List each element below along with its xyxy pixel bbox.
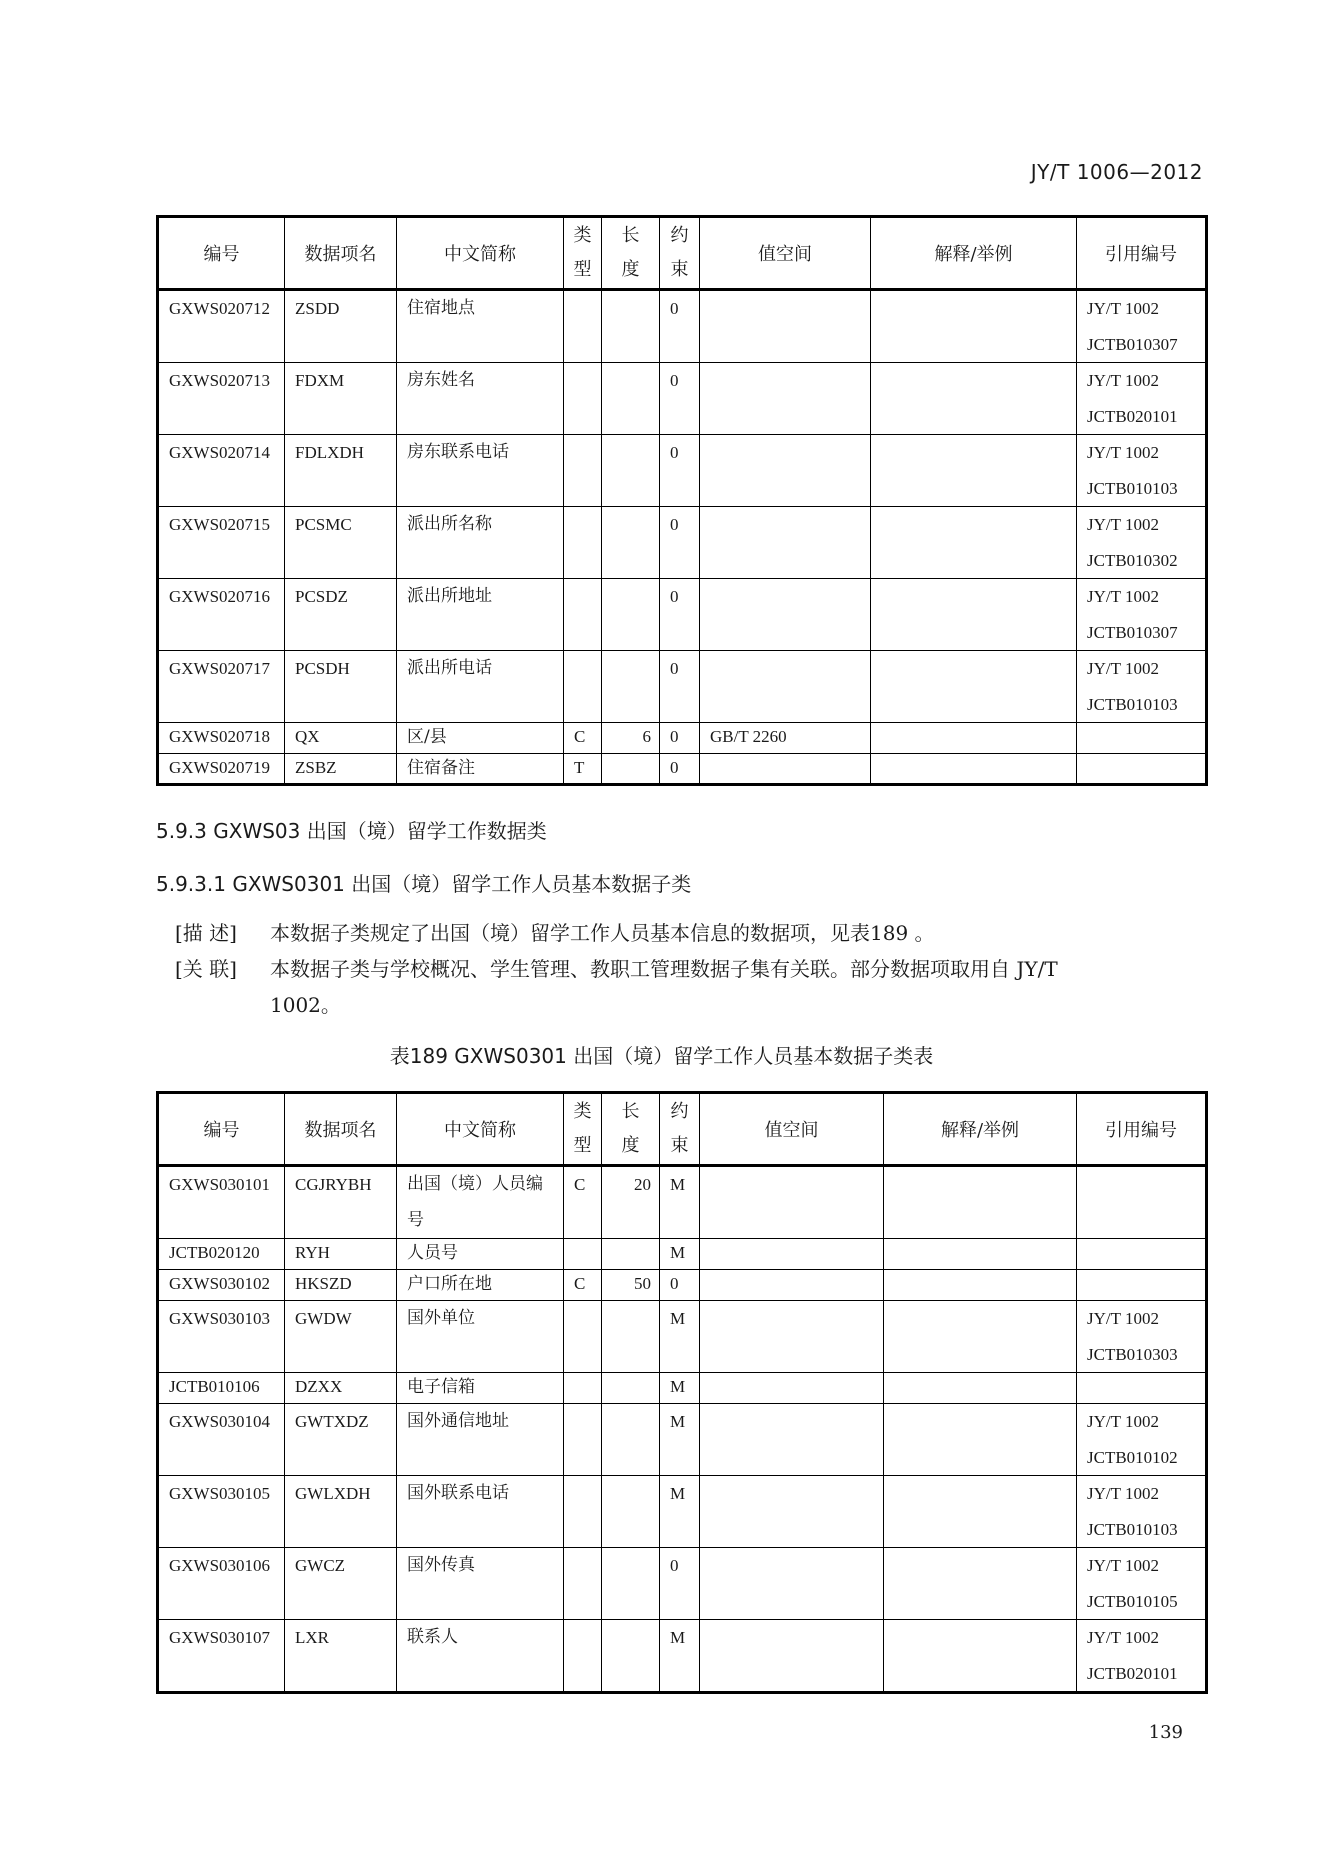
cell-cn: 国外联系电话 [397,1476,564,1548]
table-body [158,1166,1207,1693]
cell-type [564,1301,602,1373]
cell-name: GWCZ [285,1548,397,1620]
cell-id: GXWS020713 [158,363,285,435]
cell-name: GWTXDZ [285,1404,397,1476]
cell-length: 20 [602,1166,660,1239]
description-label: [描 述] [175,921,237,945]
cell-length [602,507,660,579]
cell-name: ZSBZ [285,754,397,785]
cell-constraint: M [660,1404,700,1476]
cell-name: CGJRYBH [285,1166,397,1239]
table-row [158,1373,1207,1404]
cell-constraint: M [660,1476,700,1548]
section-heading: 5.9.3 GXWS03 出国（境）留学工作数据类 [156,819,547,843]
cell-value-range [700,507,871,579]
table-header [158,1093,1207,1166]
cell-id: JCTB020120 [158,1239,285,1270]
cell-name: RYH [285,1239,397,1270]
cell-constraint: 0 [660,507,700,579]
cell-id: GXWS030101 [158,1166,285,1239]
col-header-type: 类 型 [564,1093,602,1166]
table-row [158,435,1207,507]
cell-reference [1077,290,1207,363]
reference-code: JCTB010103 [1087,478,1178,498]
subsection-heading: 5.9.3.1 GXWS0301 出国（境）留学工作人员基本数据子类 [156,872,692,896]
cell-cn: 国外通信地址 [397,1404,564,1476]
cell-length [602,1239,660,1270]
cell-id: GXWS030106 [158,1548,285,1620]
cell-constraint: 0 [660,1270,700,1301]
cell-type: C [564,723,602,754]
reference-standard: JY/T 1002 [1087,371,1159,390]
reference-standard: JY/T 1002 [1087,443,1159,462]
cell-description [884,1301,1077,1373]
cell-length: 6 [602,723,660,754]
reference-standard: JY/T 1002 [1087,299,1159,318]
cell-description [884,1404,1077,1476]
col-header-id: 编号 [158,217,285,290]
cell-cn: 住宿备注 [397,754,564,785]
cell-length [602,290,660,363]
cell-reference [1077,363,1207,435]
col-header-cn: 中文简称 [397,217,564,290]
cell-value-range [700,1476,884,1548]
table-row [158,507,1207,579]
description-paragraph [175,915,1205,951]
cell-cn: 派出所电话 [397,651,564,723]
table-header [158,217,1207,290]
cell-description [871,435,1077,507]
table-row [158,1404,1207,1476]
reference-code: JCTB010307 [1087,334,1178,354]
cell-name: PCSMC [285,507,397,579]
cell-length [602,1404,660,1476]
cell-length: 50 [602,1270,660,1301]
cell-name: FDLXDH [285,435,397,507]
reference-code: JCTB010103 [1087,1519,1178,1539]
cell-value-range [700,651,871,723]
cell-id: GXWS020715 [158,507,285,579]
table-body [158,290,1207,785]
table-row [158,363,1207,435]
cell-id: GXWS030105 [158,1476,285,1548]
cell-reference [1077,435,1207,507]
cell-constraint: M [660,1620,700,1693]
cell-reference [1077,1270,1207,1301]
cell-length [602,1620,660,1693]
cell-value-range [700,1166,884,1239]
cell-name: DZXX [285,1373,397,1404]
cell-id: GXWS030107 [158,1620,285,1693]
cell-id: GXWS020717 [158,651,285,723]
table-row [158,579,1207,651]
cell-constraint: 0 [660,363,700,435]
cell-cn: 国外传真 [397,1548,564,1620]
reference-code: JCTB010302 [1087,550,1178,570]
cell-type [564,1373,602,1404]
col-header-type: 类 型 [564,217,602,290]
cell-type: C [564,1270,602,1301]
reference-code: JCTB010303 [1087,1344,1178,1364]
table-row [158,651,1207,723]
cell-reference [1077,1620,1207,1693]
cell-name: FDXM [285,363,397,435]
cell-cn: 住宿地点 [397,290,564,363]
cell-id: GXWS020719 [158,754,285,785]
cell-name: PCSDH [285,651,397,723]
cell-cn: 区/县 [397,723,564,754]
standard-code: JY/T 1006—2012 [1030,160,1203,184]
cell-type: T [564,754,602,785]
cell-reference [1077,754,1207,785]
cell-cn: 国外单位 [397,1301,564,1373]
cell-constraint: 0 [660,290,700,363]
cell-type [564,1548,602,1620]
cell-name: GWLXDH [285,1476,397,1548]
cell-type [564,1620,602,1693]
col-header-len: 长 度 [602,1093,660,1166]
table-row [158,290,1207,363]
col-header-range: 值空间 [700,1093,884,1166]
cell-name: PCSDZ [285,579,397,651]
cell-reference [1077,723,1207,754]
relation-label: [关 联] [175,957,237,981]
cell-length [602,754,660,785]
reference-standard: JY/T 1002 [1087,515,1159,534]
cell-value-range [700,754,871,785]
cell-description [884,1476,1077,1548]
cell-length [602,363,660,435]
cell-cn: 房东姓名 [397,363,564,435]
cell-description [871,579,1077,651]
cell-cn: 户口所在地 [397,1270,564,1301]
cell-reference [1077,1166,1207,1239]
reference-code: JCTB010105 [1087,1591,1178,1611]
col-header-ref: 引用编号 [1077,1093,1207,1166]
cell-length [602,1301,660,1373]
reference-standard: JY/T 1002 [1087,1412,1159,1431]
cell-reference [1077,1239,1207,1270]
cell-length [602,1373,660,1404]
reference-standard: JY/T 1002 [1087,1556,1159,1575]
cell-value-range [700,1404,884,1476]
cell-value-range [700,435,871,507]
cell-value-range [700,1270,884,1301]
col-header-id: 编号 [158,1093,285,1166]
cell-constraint: M [660,1301,700,1373]
cell-cn: 电子信箱 [397,1373,564,1404]
cell-id: GXWS020712 [158,290,285,363]
reference-standard: JY/T 1002 [1087,1628,1159,1647]
cell-cn: 派出所地址 [397,579,564,651]
cell-cn: 人员号 [397,1239,564,1270]
cell-name: QX [285,723,397,754]
cell-reference [1077,1548,1207,1620]
cell-description [884,1166,1077,1239]
col-header-range: 值空间 [700,217,871,290]
cell-length [602,579,660,651]
cell-type [564,1476,602,1548]
cell-reference [1077,1373,1207,1404]
description-text: 本数据子类规定了出国（境）留学工作人员基本信息的数据项，见表189 。 [270,921,935,945]
cell-constraint: M [660,1239,700,1270]
cell-reference [1077,1404,1207,1476]
cell-value-range: GB/T 2260 [700,723,871,754]
col-header-ref: 引用编号 [1077,217,1207,290]
cell-constraint: 0 [660,651,700,723]
cell-reference [1077,507,1207,579]
col-header-name: 数据项名 [285,1093,397,1166]
data-table-2 [156,1091,1208,1694]
cell-cn: 出国（境）人员编号 [397,1166,564,1239]
cell-name: LXR [285,1620,397,1693]
cell-type [564,435,602,507]
col-header-cons: 约 束 [660,217,700,290]
cell-length [602,1476,660,1548]
cell-id: GXWS020718 [158,723,285,754]
table-row [158,1270,1207,1301]
cell-reference [1077,1301,1207,1373]
reference-code: JCTB020101 [1087,406,1178,426]
data-table-1 [156,215,1208,786]
cell-constraint: 0 [660,435,700,507]
cell-description [871,754,1077,785]
cell-id: GXWS020714 [158,435,285,507]
cell-length [602,1548,660,1620]
cell-length [602,435,660,507]
cell-description [871,651,1077,723]
cell-value-range [700,579,871,651]
cell-description [884,1239,1077,1270]
table-row [158,1166,1207,1239]
col-header-name: 数据项名 [285,217,397,290]
cell-value-range [700,363,871,435]
table-row [158,1239,1207,1270]
cell-cn: 房东联系电话 [397,435,564,507]
cell-value-range [700,1620,884,1693]
reference-standard: JY/T 1002 [1087,659,1159,678]
cell-reference [1077,651,1207,723]
cell-value-range [700,1373,884,1404]
cell-type: C [564,1166,602,1239]
cell-description [871,290,1077,363]
cell-id: JCTB010106 [158,1373,285,1404]
cell-id: GXWS020716 [158,579,285,651]
reference-standard: JY/T 1002 [1087,587,1159,606]
cell-id: GXWS030104 [158,1404,285,1476]
cell-cn: 派出所名称 [397,507,564,579]
col-header-desc: 解释/举例 [884,1093,1077,1166]
relation-text-continued: 1002。 [270,993,341,1017]
cell-value-range [700,1301,884,1373]
reference-code: JCTB010102 [1087,1447,1178,1467]
cell-id: GXWS030103 [158,1301,285,1373]
cell-reference [1077,1476,1207,1548]
reference-standard: JY/T 1002 [1087,1484,1159,1503]
reference-standard: JY/T 1002 [1087,1309,1159,1328]
cell-name: GWDW [285,1301,397,1373]
page-number: 139 [1148,1722,1183,1743]
cell-type [564,579,602,651]
cell-name: ZSDD [285,290,397,363]
cell-description [871,723,1077,754]
relation-text: 本数据子类与学校概况、学生管理、教职工管理数据子集有关联。部分数据项取用自 JY/T [270,957,1058,981]
cell-constraint: M [660,1166,700,1239]
cell-type [564,290,602,363]
cell-description [871,507,1077,579]
cell-value-range [700,1548,884,1620]
cell-id: GXWS030102 [158,1270,285,1301]
reference-code: JCTB010307 [1087,622,1178,642]
cell-constraint: 0 [660,723,700,754]
col-header-desc: 解释/举例 [871,217,1077,290]
cell-value-range [700,1239,884,1270]
table-row [158,1301,1207,1373]
cell-value-range [700,290,871,363]
relation-paragraph [175,951,1205,1023]
cell-name: HKSZD [285,1270,397,1301]
cell-constraint: M [660,1373,700,1404]
reference-code: JCTB020101 [1087,1663,1178,1683]
cell-description [871,363,1077,435]
table-row [158,1620,1207,1693]
cell-description [884,1548,1077,1620]
cell-reference [1077,579,1207,651]
cell-type [564,1404,602,1476]
cell-type [564,651,602,723]
table-caption: 表189 GXWS0301 出国（境）留学工作人员基本数据子类表 [389,1044,934,1068]
cell-constraint: 0 [660,1548,700,1620]
cell-description [884,1270,1077,1301]
cell-constraint: 0 [660,754,700,785]
cell-type [564,507,602,579]
col-header-cons: 约 束 [660,1093,700,1166]
table-row [158,1548,1207,1620]
col-header-cn: 中文简称 [397,1093,564,1166]
cell-cn: 联系人 [397,1620,564,1693]
cell-length [602,651,660,723]
cell-description [884,1620,1077,1693]
reference-code: JCTB010103 [1087,694,1178,714]
cell-type [564,1239,602,1270]
col-header-len: 长 度 [602,217,660,290]
table-row [158,754,1207,785]
table-row [158,723,1207,754]
cell-description [884,1373,1077,1404]
table-row [158,1476,1207,1548]
cell-constraint: 0 [660,579,700,651]
cell-type [564,363,602,435]
